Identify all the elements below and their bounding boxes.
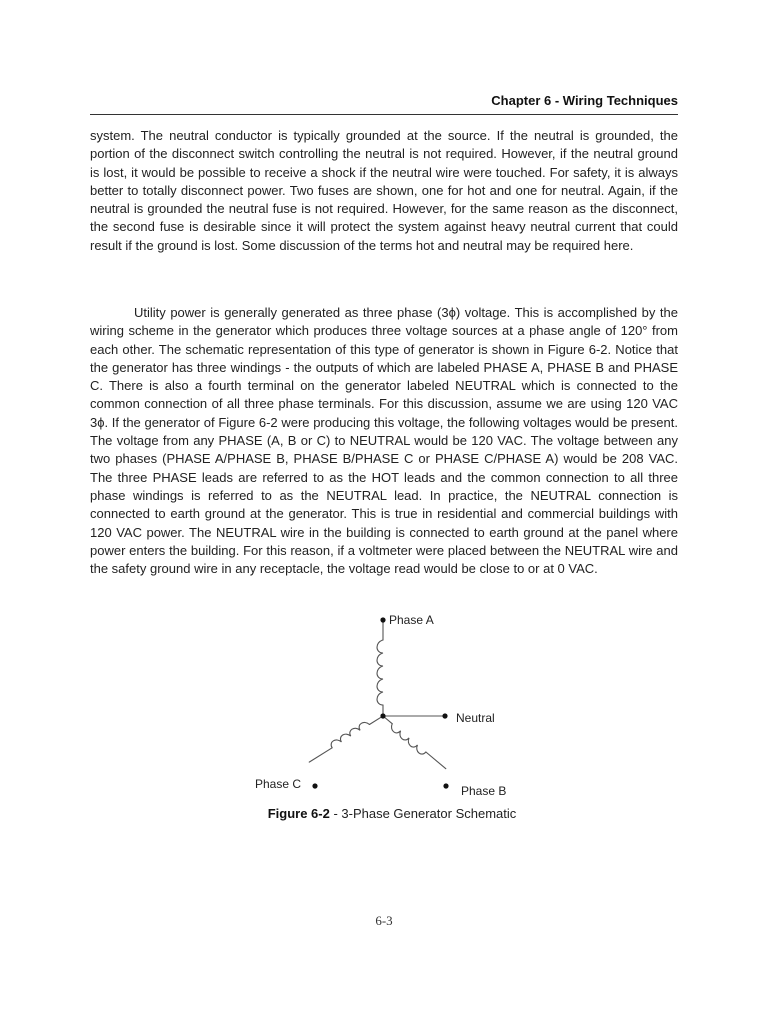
three-phase-generator-schematic (240, 606, 530, 806)
phase-c-winding (329, 720, 369, 748)
phase-b-terminal (443, 783, 448, 788)
paragraph-1: system. The neutral conductor is typically grounded at the source. If the neutral is grounded, the portion of the disconnect switch controlling the neutral is not required. However, if the neutral ground is lost, it would be possible to receive a shock if the neutral wire were touched. For safety, it is always better to totally disconnect power. Two fuses are shown, one for hot and one for neutral. Again, if the neutral is grounded the neutral fuse is not required. However, for the same reason as the disconnect, the second fuse is desirable since it will protect the system against heavy neutral current that could result if the ground is lost. Some discussion of the terms hot and neutral may be required here. (90, 128, 678, 253)
neutral-label: Neutral (456, 711, 495, 725)
phase-a-terminal (380, 617, 385, 622)
phase-c-terminal (312, 783, 317, 788)
chapter-header: Chapter 6 - Wiring Techniques (491, 93, 678, 108)
paragraph-2: Utility power is generally generated as three phase (3ϕ) voltage. This is accomplished by the wiring scheme in the generator which produces three voltage sources at a phase angle of 120° from each other. The schematic representation of this type of generator is shown in Figure 6-2. Notice that the generator has three windings - the outputs of which are labeled PHASE A, PHASE B and PHASE C. There is also a fourth terminal on the generator labeled NEUTRAL which is connected to the common connection of all three phase terminals. For this discussion, assume we are using 120 VAC 3ϕ. If the generator of Figure 6-2 were producing this voltage, the following voltages would be present. The voltage from any PHASE (A, B or C) to NEUTRAL would be 120 VAC. The voltage between any two phases (PHASE A/PHASE B, PHASE B/PHASE C or PHASE C/PHASE A) would be 208 VAC. The three PHASE leads are referred to as the HOT leads and the common connection to all three phase windings is referred to as the NEUTRAL lead. In practice, the NEUTRAL connection is connected to earth ground at the generator. This is true in residential and commercial buildings with 120 VAC power. The NEUTRAL wire in the building is connected to earth ground at the panel where power enters the building. For this reason, if a voltmeter were placed between the NEUTRAL wire and the safety ground wire in any receptacle, the voltage read would be close to or at 0 VAC. (90, 305, 678, 577)
phase-c-label: Phase C (255, 777, 302, 791)
figure-caption-text: - 3-Phase Generator Schematic (329, 806, 517, 821)
neutral-junction (380, 713, 385, 718)
phase-b-label: Phase B (461, 784, 507, 798)
header-rule (90, 114, 678, 115)
figure-number: Figure 6-2 (267, 806, 330, 821)
phase-a-winding (377, 640, 383, 705)
figure-caption (262, 805, 522, 823)
page-number: 6-3 (375, 913, 393, 928)
neutral-terminal (442, 713, 447, 718)
phase-a-label: Phase A (389, 613, 434, 627)
phase-b-winding (389, 724, 426, 756)
